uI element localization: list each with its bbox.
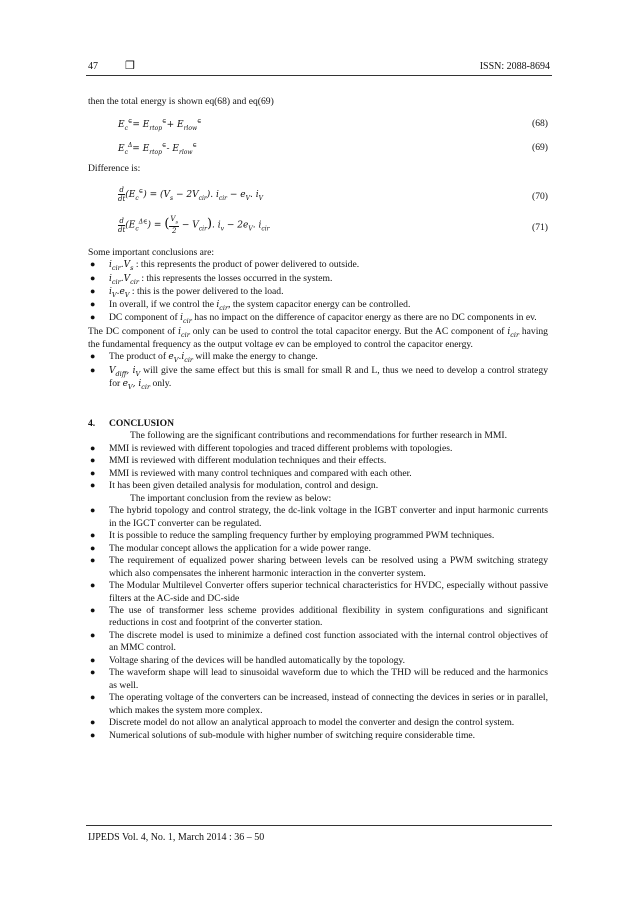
list-item: ● The product of $e_V.i_{cir}$ will make the energy to change. (90, 351, 318, 365)
control-bullets (88, 351, 548, 391)
equation-70: $\frac{d}{dt}$ $(E_c^\in) = (V_s - 2V_{cir})$. $i_{cir} - e_V$. $i_V$ (70) (118, 185, 548, 203)
list-item: ● Voltage sharing of the devices will be handled automatically by the topology. (90, 654, 405, 666)
list-item: ● $i_V.e_V$ : this is the power delivered to the load. (90, 285, 284, 299)
list-item: ● Discrete model do not allow an analytical approach to model the converter and design the control system. (90, 717, 515, 729)
footer-text: IJPEDS Vol. 4, No. 1, March 2014 : 36 – 50 (88, 832, 265, 843)
list-item: ● In overall, if we control the $i_{cir}$, the system capacitor energy can be controlled. (90, 299, 411, 312)
equation-number: (70) (532, 190, 548, 202)
equation-number: (69) (532, 142, 548, 154)
equation-number: (71) (532, 221, 548, 233)
list-item: ● The requirement of equalized power sharing between levels can be resolved using a PWM switching strategy which also compensates the inherent harmonic interaction in the converter system. (90, 555, 548, 579)
list-item: ● It is possible to reduce the sampling frequency further by employing programmed PWM techniques. (90, 530, 495, 542)
difference-label: Difference is: (88, 163, 141, 175)
list-item: ● The Modular Multilevel Converter offers superior technical characteristics for HVDC, especially without passive filters at the AC-side and DC-side (90, 580, 548, 604)
list-item: ● DC component of $i_{cir}$ has no impact on the difference of capacitor energy as there are no DC components in ev. (90, 312, 537, 326)
equation-71: $\frac{d}{dt}$ $(E_c^{\Delta\in})$ = ( $\frac{V_s}{2}$ − $V_{cir}$). $i_v - 2e_V$. $i_{cir}$ (71) (118, 214, 548, 236)
list-item: ● It has been given detailed analysis for modulation, control and design. (90, 480, 379, 492)
conclusion-mid: The important conclusion from the review as below: (130, 492, 332, 504)
list-item: ● MMI is reviewed with different modulation techniques and their effects. (90, 455, 387, 467)
list-item: ● The discrete model is used to minimize a defined cost function associated with the internal control objectives of an MMC control. (90, 629, 548, 654)
section-heading: 4. CONCLUSION (88, 417, 175, 429)
list-item: ● The operating voltage of the converters can be increased, instead of connecting the devices in series or in parallel, which makes the system more complex. (90, 692, 548, 716)
list-item: ● $i_{cir}.V_s$ : this represents the product of power delivered to outside. (90, 259, 360, 273)
equation-number: (68) (532, 118, 548, 130)
page-body (88, 96, 548, 742)
footer-rule (86, 825, 552, 826)
list-item: ● MMI is reviewed with different topologies and traced different problems with topologies. (90, 442, 453, 454)
list-item: ● $V_{diff}$, $i_V$ will give the same effect but this is small for small R and L, thus we need to develop a control strategy for $e_V$, $i_{cir}$ only. (90, 364, 548, 391)
equation-69: $E_c^\Delta= E_{rtop}^\in-$ $E_{rlow}^\in$ (69) (118, 142, 548, 157)
page-header (88, 60, 550, 76)
box-glyph: ❒ (125, 60, 135, 72)
review-list (88, 443, 548, 493)
conclusion-intro: The following are the significant contributions and recommendations for further research in MMI. (130, 430, 507, 442)
list-item: ● The waveform shape will lead to sinusoidal waveform due to which the THD will be reduced and the harmonics as well. (90, 667, 548, 691)
list-item: ● $i_{cir}.V_{cir}$ : this represents the losses occurred in the system. (90, 272, 333, 286)
intro-text: then the total energy is shown eq(68) and eq(69) (88, 96, 274, 107)
list-item: ● MMI is reviewed with many control techniques and compared with each other. (90, 467, 412, 479)
page-number: 47 (88, 61, 98, 72)
list-item: ● The hybrid topology and control strategy, the dc-link voltage in the IGBT converter and input harmonic currents in the IGCT converter can be regulated. (90, 505, 548, 529)
conclusion-list (88, 505, 548, 742)
list-item: ● Numerical solutions of sub-module with higher number of switching require considerable time. (90, 729, 476, 741)
dc-component-paragraph: The DC component of $i_{cir}$ only can be used to control the total capacitor energy. But the AC component of $i_{cir}$ having the fundamental frequency as the output voltage ev can be employed to control the capacitor energy. (88, 325, 548, 350)
conclusions-intro: Some important conclusions are: (88, 246, 215, 258)
issn: ISSN: 2088-8694 (479, 61, 550, 72)
equation-68: $E_c^\in= E_{rtop}^\in+ E_{rlow}^\in$ (68) (118, 118, 548, 133)
list-item: ● The modular concept allows the application for a wide power range. (90, 542, 371, 554)
header-rule (86, 75, 552, 76)
list-item: ● The use of transformer less scheme provides additional flexibility in system configurations and significant reductions in cost and footprint of the converter station. (90, 605, 548, 629)
energy-bullets (88, 259, 548, 325)
